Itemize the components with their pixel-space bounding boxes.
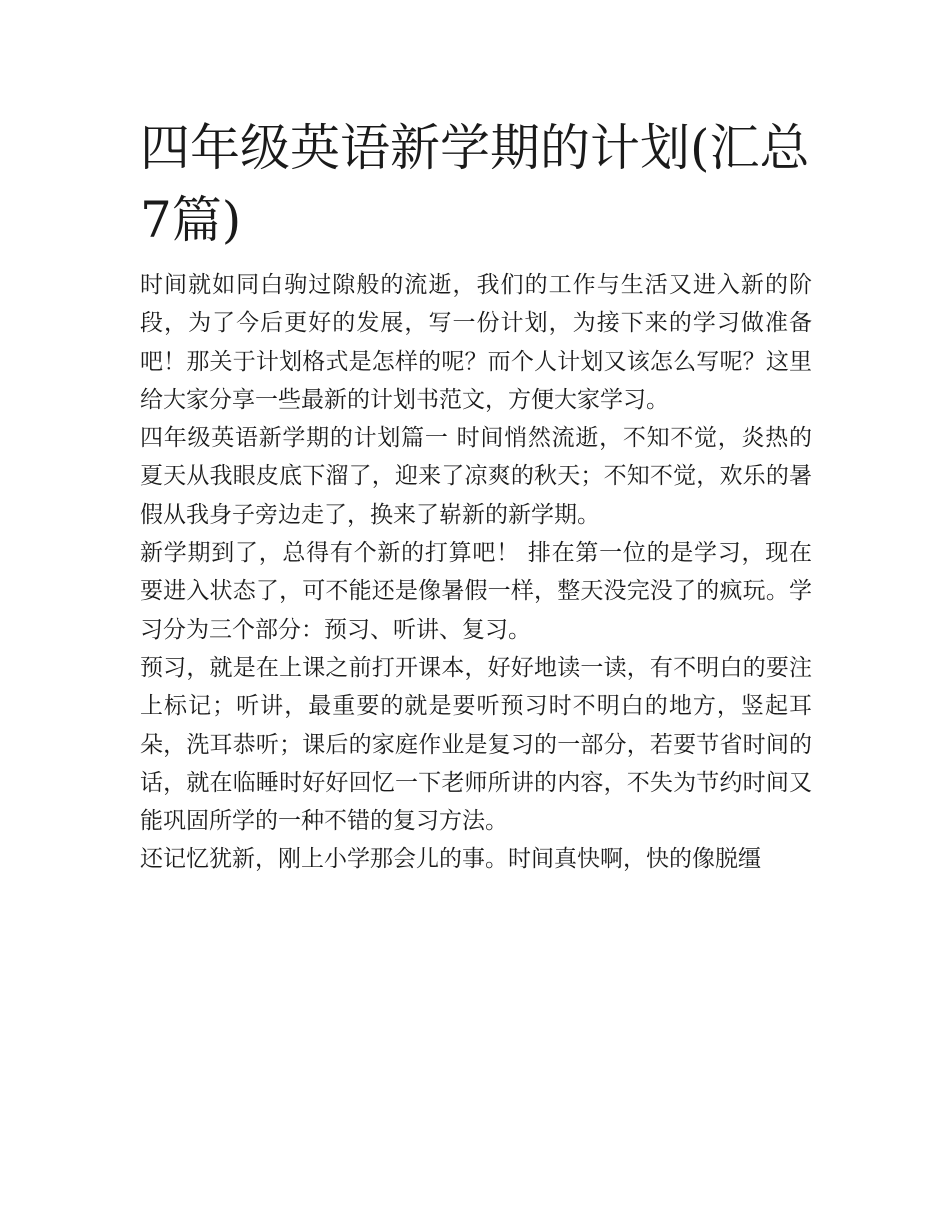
paragraph-4: 还记忆犹新，刚上小学那会儿的事。时间真快啊，快的像脱缰 [140,846,761,873]
paragraph-intro: 时间就如同白驹过隙般的流逝，我们的工作与生活又进入新的阶段，为了今后更好的发展，写一份计划，为接下来的学习做准备吧！那关于计划格式是怎样的呢？而个人计划又该怎么写呢？这里给大家分享一些最新的计划书范文，方便大家学习。 [140,272,812,413]
paragraph-3: 预习，就是在上课之前打开课本，好好地读一读，有不明白的要注上标记；听讲，最重要的就是要听预习时不明白的地方，竖起耳朵，洗耳恭听；课后的家庭作业是复习的一部分，若要节省时间的话，就在临睡时好好回忆一下老师所讲的内容，不失为节约时间又能巩固所学的一种不错的复习方法。 [140,654,812,835]
document-content [140,112,812,879]
paragraph-2: 新学期到了，总得有个新的打算吧！ 排在第一位的是学习，现在要进入状态了，可不能还是像暑假一样，整天没完没了的疯玩。学习分为三个部分：预习、听讲、复习。 [140,540,812,643]
document-title: 四年级英语新学期的计划(汇总7篇) [140,119,810,249]
paragraph-1: 四年级英语新学期的计划篇一 时间悄然流逝，不知不觉，炎热的夏天从我眼皮底下溜了，迎来了凉爽的秋天；不知不觉，欢乐的暑假从我身子旁边走了，换来了崭新的新学期。 [140,425,812,528]
document-body [140,266,812,879]
